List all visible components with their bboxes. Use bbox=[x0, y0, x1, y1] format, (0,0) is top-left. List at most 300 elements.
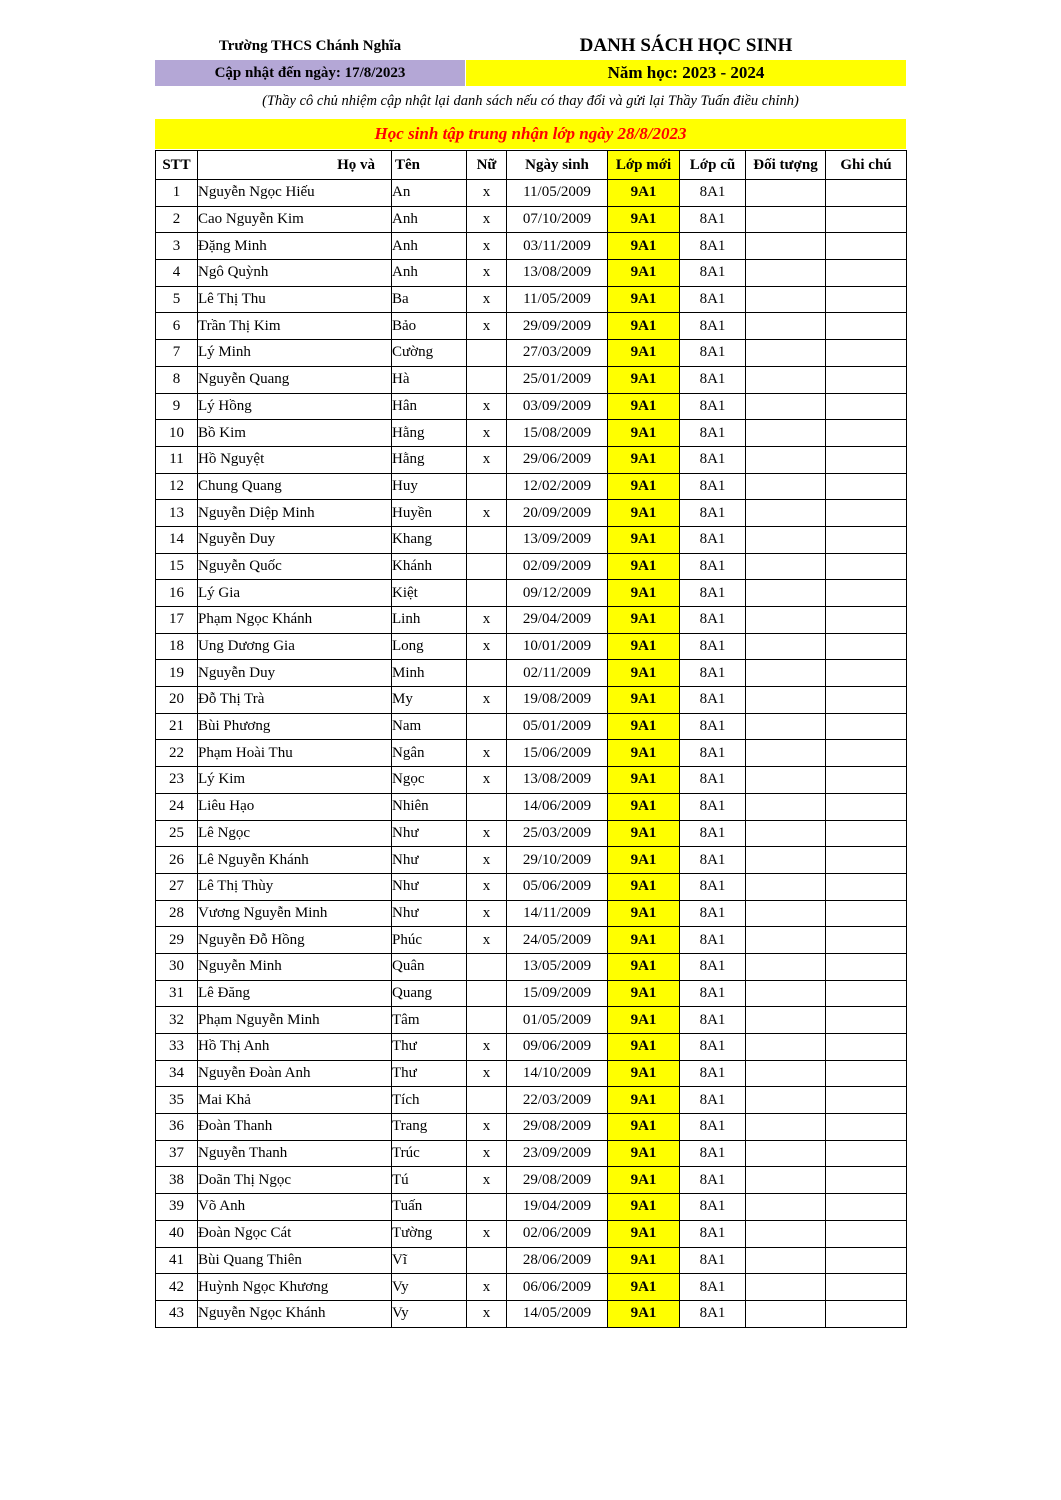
table-row bbox=[156, 1087, 907, 1114]
stt-cell: 6 bbox=[156, 313, 198, 340]
old-class-cell: 8A1 bbox=[680, 526, 746, 553]
old-class-cell: 8A1 bbox=[680, 740, 746, 767]
female-cell: x bbox=[467, 767, 507, 794]
table-row bbox=[156, 1007, 907, 1034]
table-row bbox=[156, 1274, 907, 1301]
first-name-cell: Vĩ bbox=[392, 1247, 467, 1274]
old-class-cell: 8A1 bbox=[680, 233, 746, 260]
first-name-cell: Cường bbox=[392, 340, 467, 367]
stt-cell: 12 bbox=[156, 473, 198, 500]
column-header-first-name: Tên bbox=[392, 151, 467, 180]
table-row bbox=[156, 233, 907, 260]
table-row bbox=[156, 180, 907, 207]
last-name-cell: Huỳnh Ngọc Khương bbox=[198, 1274, 392, 1301]
category-cell bbox=[746, 500, 826, 527]
category-cell bbox=[746, 793, 826, 820]
new-class-cell: 9A1 bbox=[608, 767, 680, 794]
female-cell: x bbox=[467, 1220, 507, 1247]
last-name-cell: Nguyễn Thanh bbox=[198, 1140, 392, 1167]
new-class-cell: 9A1 bbox=[608, 313, 680, 340]
table-row bbox=[156, 206, 907, 233]
female-cell bbox=[467, 713, 507, 740]
old-class-cell: 8A1 bbox=[680, 1007, 746, 1034]
birthdate-cell: 29/10/2009 bbox=[507, 847, 608, 874]
last-name-cell: Lý Hồng bbox=[198, 393, 392, 420]
old-class-cell: 8A1 bbox=[680, 366, 746, 393]
category-cell bbox=[746, 953, 826, 980]
notes-cell bbox=[826, 1194, 907, 1221]
female-cell: x bbox=[467, 420, 507, 447]
old-class-cell: 8A1 bbox=[680, 1194, 746, 1221]
table-row bbox=[156, 313, 907, 340]
female-cell bbox=[467, 793, 507, 820]
table-row bbox=[156, 1247, 907, 1274]
notes-cell bbox=[826, 1247, 907, 1274]
first-name-cell: Tuấn bbox=[392, 1194, 467, 1221]
last-name-cell: Liêu Hạo bbox=[198, 793, 392, 820]
stt-cell: 4 bbox=[156, 260, 198, 287]
last-name-cell: Võ Anh bbox=[198, 1194, 392, 1221]
female-cell: x bbox=[467, 233, 507, 260]
notes-cell bbox=[826, 260, 907, 287]
birthdate-cell: 09/06/2009 bbox=[507, 1034, 608, 1061]
first-name-cell: Tường bbox=[392, 1220, 467, 1247]
last-name-cell: Vương Nguyễn Minh bbox=[198, 900, 392, 927]
old-class-cell: 8A1 bbox=[680, 873, 746, 900]
first-name-cell: Anh bbox=[392, 260, 467, 287]
table-row bbox=[156, 767, 907, 794]
first-name-cell: Như bbox=[392, 873, 467, 900]
female-cell bbox=[467, 580, 507, 607]
birthdate-cell: 25/03/2009 bbox=[507, 820, 608, 847]
stt-cell: 1 bbox=[156, 180, 198, 207]
birthdate-cell: 06/06/2009 bbox=[507, 1274, 608, 1301]
birthdate-cell: 15/06/2009 bbox=[507, 740, 608, 767]
notes-cell bbox=[826, 633, 907, 660]
female-cell: x bbox=[467, 847, 507, 874]
new-class-cell: 9A1 bbox=[608, 873, 680, 900]
old-class-cell: 8A1 bbox=[680, 660, 746, 687]
stt-cell: 20 bbox=[156, 687, 198, 714]
birthdate-cell: 10/01/2009 bbox=[507, 633, 608, 660]
last-name-cell: Chung Quang bbox=[198, 473, 392, 500]
new-class-cell: 9A1 bbox=[608, 900, 680, 927]
notes-cell bbox=[826, 820, 907, 847]
old-class-cell: 8A1 bbox=[680, 980, 746, 1007]
table-row bbox=[156, 1194, 907, 1221]
new-class-cell: 9A1 bbox=[608, 260, 680, 287]
first-name-cell: Quân bbox=[392, 953, 467, 980]
stt-cell: 32 bbox=[156, 1007, 198, 1034]
first-name-cell: Bảo bbox=[392, 313, 467, 340]
category-cell bbox=[746, 206, 826, 233]
birthdate-cell: 19/04/2009 bbox=[507, 1194, 608, 1221]
table-row bbox=[156, 900, 907, 927]
category-cell bbox=[746, 820, 826, 847]
female-cell bbox=[467, 980, 507, 1007]
first-name-cell: Tâm bbox=[392, 1007, 467, 1034]
table-row bbox=[156, 687, 907, 714]
female-cell: x bbox=[467, 393, 507, 420]
school-year: Năm học: 2023 - 2024 bbox=[466, 60, 906, 86]
category-cell bbox=[746, 340, 826, 367]
birthdate-cell: 13/05/2009 bbox=[507, 953, 608, 980]
female-cell: x bbox=[467, 1140, 507, 1167]
birthdate-cell: 14/10/2009 bbox=[507, 1060, 608, 1087]
table-row bbox=[156, 286, 907, 313]
female-cell bbox=[467, 366, 507, 393]
female-cell: x bbox=[467, 820, 507, 847]
female-cell: x bbox=[467, 740, 507, 767]
category-cell bbox=[746, 580, 826, 607]
last-name-cell: Nguyễn Ngọc Khánh bbox=[198, 1300, 392, 1327]
first-name-cell: Vy bbox=[392, 1274, 467, 1301]
notes-cell bbox=[826, 927, 907, 954]
notes-cell bbox=[826, 713, 907, 740]
birthdate-cell: 05/01/2009 bbox=[507, 713, 608, 740]
new-class-cell: 9A1 bbox=[608, 607, 680, 634]
female-cell bbox=[467, 1194, 507, 1221]
last-name-cell: Đoàn Thanh bbox=[198, 1114, 392, 1141]
birthdate-cell: 01/05/2009 bbox=[507, 1007, 608, 1034]
birthdate-cell: 02/06/2009 bbox=[507, 1220, 608, 1247]
old-class-cell: 8A1 bbox=[680, 1274, 746, 1301]
stt-cell: 10 bbox=[156, 420, 198, 447]
female-cell bbox=[467, 953, 507, 980]
last-name-cell: Bùi Quang Thiên bbox=[198, 1247, 392, 1274]
stt-cell: 31 bbox=[156, 980, 198, 1007]
old-class-cell: 8A1 bbox=[680, 446, 746, 473]
birthdate-cell: 14/05/2009 bbox=[507, 1300, 608, 1327]
category-cell bbox=[746, 660, 826, 687]
female-cell bbox=[467, 1087, 507, 1114]
category-cell bbox=[746, 260, 826, 287]
birthdate-cell: 02/11/2009 bbox=[507, 660, 608, 687]
category-cell bbox=[746, 1247, 826, 1274]
category-cell bbox=[746, 473, 826, 500]
first-name-cell: Anh bbox=[392, 206, 467, 233]
new-class-cell: 9A1 bbox=[608, 980, 680, 1007]
new-class-cell: 9A1 bbox=[608, 793, 680, 820]
last-name-cell: Đoàn Ngọc Cát bbox=[198, 1220, 392, 1247]
female-cell: x bbox=[467, 313, 507, 340]
last-name-cell: Nguyễn Duy bbox=[198, 660, 392, 687]
first-name-cell: Kiệt bbox=[392, 580, 467, 607]
notes-cell bbox=[826, 607, 907, 634]
category-cell bbox=[746, 687, 826, 714]
new-class-cell: 9A1 bbox=[608, 847, 680, 874]
first-name-cell: Linh bbox=[392, 607, 467, 634]
first-name-cell: Huyền bbox=[392, 500, 467, 527]
category-cell bbox=[746, 633, 826, 660]
stt-cell: 22 bbox=[156, 740, 198, 767]
new-class-cell: 9A1 bbox=[608, 1087, 680, 1114]
category-cell bbox=[746, 1300, 826, 1327]
birthdate-cell: 09/12/2009 bbox=[507, 580, 608, 607]
first-name-cell: Trúc bbox=[392, 1140, 467, 1167]
new-class-cell: 9A1 bbox=[608, 340, 680, 367]
column-header-old-class: Lớp cũ bbox=[680, 151, 746, 180]
last-name-cell: Trần Thị Kim bbox=[198, 313, 392, 340]
category-cell bbox=[746, 1114, 826, 1141]
birthdate-cell: 15/09/2009 bbox=[507, 980, 608, 1007]
category-cell bbox=[746, 1034, 826, 1061]
notes-cell bbox=[826, 553, 907, 580]
old-class-cell: 8A1 bbox=[680, 180, 746, 207]
birthdate-cell: 15/08/2009 bbox=[507, 420, 608, 447]
old-class-cell: 8A1 bbox=[680, 420, 746, 447]
table-row bbox=[156, 713, 907, 740]
new-class-cell: 9A1 bbox=[608, 1247, 680, 1274]
stt-cell: 29 bbox=[156, 927, 198, 954]
table-header-row bbox=[156, 151, 907, 180]
birthdate-cell: 28/06/2009 bbox=[507, 1247, 608, 1274]
table-row bbox=[156, 580, 907, 607]
notes-cell bbox=[826, 980, 907, 1007]
table-row bbox=[156, 340, 907, 367]
last-name-cell: Nguyễn Quang bbox=[198, 366, 392, 393]
notes-cell bbox=[826, 473, 907, 500]
birthdate-cell: 24/05/2009 bbox=[507, 927, 608, 954]
female-cell: x bbox=[467, 633, 507, 660]
last-name-cell: Lê Ngọc bbox=[198, 820, 392, 847]
notes-cell bbox=[826, 366, 907, 393]
first-name-cell: Như bbox=[392, 900, 467, 927]
table-row bbox=[156, 820, 907, 847]
new-class-cell: 9A1 bbox=[608, 1034, 680, 1061]
table-row bbox=[156, 420, 907, 447]
female-cell: x bbox=[467, 1274, 507, 1301]
stt-cell: 7 bbox=[156, 340, 198, 367]
stt-cell: 11 bbox=[156, 446, 198, 473]
new-class-cell: 9A1 bbox=[608, 633, 680, 660]
first-name-cell: Thư bbox=[392, 1060, 467, 1087]
first-name-cell: Khang bbox=[392, 526, 467, 553]
birthdate-cell: 29/04/2009 bbox=[507, 607, 608, 634]
first-name-cell: Anh bbox=[392, 233, 467, 260]
first-name-cell: Long bbox=[392, 633, 467, 660]
table-row bbox=[156, 1167, 907, 1194]
first-name-cell: Vy bbox=[392, 1300, 467, 1327]
old-class-cell: 8A1 bbox=[680, 1060, 746, 1087]
birthdate-cell: 29/09/2009 bbox=[507, 313, 608, 340]
new-class-cell: 9A1 bbox=[608, 286, 680, 313]
stt-cell: 5 bbox=[156, 286, 198, 313]
old-class-cell: 8A1 bbox=[680, 1247, 746, 1274]
old-class-cell: 8A1 bbox=[680, 1220, 746, 1247]
female-cell: x bbox=[467, 873, 507, 900]
last-name-cell: Phạm Hoài Thu bbox=[198, 740, 392, 767]
table-row bbox=[156, 500, 907, 527]
category-cell bbox=[746, 366, 826, 393]
table-row bbox=[156, 927, 907, 954]
old-class-cell: 8A1 bbox=[680, 820, 746, 847]
stt-cell: 8 bbox=[156, 366, 198, 393]
first-name-cell: Ba bbox=[392, 286, 467, 313]
stt-cell: 17 bbox=[156, 607, 198, 634]
stt-cell: 34 bbox=[156, 1060, 198, 1087]
notes-cell bbox=[826, 526, 907, 553]
birthdate-cell: 20/09/2009 bbox=[507, 500, 608, 527]
female-cell: x bbox=[467, 927, 507, 954]
female-cell bbox=[467, 1247, 507, 1274]
stt-cell: 9 bbox=[156, 393, 198, 420]
notes-cell bbox=[826, 286, 907, 313]
stt-cell: 23 bbox=[156, 767, 198, 794]
old-class-cell: 8A1 bbox=[680, 313, 746, 340]
table-row bbox=[156, 793, 907, 820]
first-name-cell: Thư bbox=[392, 1034, 467, 1061]
female-cell: x bbox=[467, 180, 507, 207]
last-name-cell: Ung Dương Gia bbox=[198, 633, 392, 660]
notes-cell bbox=[826, 393, 907, 420]
birthdate-cell: 05/06/2009 bbox=[507, 873, 608, 900]
last-name-cell: Bồ Kim bbox=[198, 420, 392, 447]
notes-cell bbox=[826, 740, 907, 767]
first-name-cell: Quang bbox=[392, 980, 467, 1007]
category-cell bbox=[746, 767, 826, 794]
category-cell bbox=[746, 980, 826, 1007]
birthdate-cell: 29/08/2009 bbox=[507, 1114, 608, 1141]
stt-cell: 13 bbox=[156, 500, 198, 527]
notes-cell bbox=[826, 580, 907, 607]
female-cell: x bbox=[467, 607, 507, 634]
old-class-cell: 8A1 bbox=[680, 847, 746, 874]
birthdate-cell: 12/02/2009 bbox=[507, 473, 608, 500]
column-header-new-class: Lớp mới bbox=[608, 151, 680, 180]
table-row bbox=[156, 366, 907, 393]
notes-cell bbox=[826, 1087, 907, 1114]
category-cell bbox=[746, 446, 826, 473]
stt-cell: 26 bbox=[156, 847, 198, 874]
notes-cell bbox=[826, 1167, 907, 1194]
notes-cell bbox=[826, 206, 907, 233]
birthdate-cell: 29/08/2009 bbox=[507, 1167, 608, 1194]
female-cell: x bbox=[467, 1167, 507, 1194]
notes-cell bbox=[826, 1300, 907, 1327]
new-class-cell: 9A1 bbox=[608, 1114, 680, 1141]
stt-cell: 30 bbox=[156, 953, 198, 980]
notes-cell bbox=[826, 1034, 907, 1061]
stt-cell: 18 bbox=[156, 633, 198, 660]
notes-cell bbox=[826, 953, 907, 980]
old-class-cell: 8A1 bbox=[680, 580, 746, 607]
old-class-cell: 8A1 bbox=[680, 713, 746, 740]
birthdate-cell: 29/06/2009 bbox=[507, 446, 608, 473]
new-class-cell: 9A1 bbox=[608, 820, 680, 847]
last-name-cell: Mai Khả bbox=[198, 1087, 392, 1114]
first-name-cell: Tích bbox=[392, 1087, 467, 1114]
female-cell: x bbox=[467, 286, 507, 313]
new-class-cell: 9A1 bbox=[608, 553, 680, 580]
category-cell bbox=[746, 1060, 826, 1087]
birthdate-cell: 13/08/2009 bbox=[507, 767, 608, 794]
new-class-cell: 9A1 bbox=[608, 1220, 680, 1247]
notes-cell bbox=[826, 500, 907, 527]
school-name: Trường THCS Chánh Nghĩa bbox=[218, 38, 402, 54]
notes-cell bbox=[826, 1060, 907, 1087]
first-name-cell: Như bbox=[392, 847, 467, 874]
category-cell bbox=[746, 233, 826, 260]
category-cell bbox=[746, 1140, 826, 1167]
last-name-cell: Lê Thị Thùy bbox=[198, 873, 392, 900]
category-cell bbox=[746, 393, 826, 420]
old-class-cell: 8A1 bbox=[680, 340, 746, 367]
updated-date: Cập nhật đến ngày: 17/8/2023 bbox=[155, 60, 465, 86]
stt-cell: 36 bbox=[156, 1114, 198, 1141]
stt-cell: 15 bbox=[156, 553, 198, 580]
stt-cell: 33 bbox=[156, 1034, 198, 1061]
last-name-cell: Phạm Ngọc Khánh bbox=[198, 607, 392, 634]
table-row bbox=[156, 1220, 907, 1247]
category-cell bbox=[746, 313, 826, 340]
first-name-cell: Huy bbox=[392, 473, 467, 500]
last-name-cell: Đặng Minh bbox=[198, 233, 392, 260]
last-name-cell: Bùi Phương bbox=[198, 713, 392, 740]
birthdate-cell: 07/10/2009 bbox=[507, 206, 608, 233]
first-name-cell: Ngân bbox=[392, 740, 467, 767]
old-class-cell: 8A1 bbox=[680, 900, 746, 927]
first-name-cell: Minh bbox=[392, 660, 467, 687]
table-row bbox=[156, 1114, 907, 1141]
female-cell: x bbox=[467, 900, 507, 927]
birthdate-cell: 11/05/2009 bbox=[507, 286, 608, 313]
old-class-cell: 8A1 bbox=[680, 607, 746, 634]
table-row bbox=[156, 446, 907, 473]
first-name-cell: Như bbox=[392, 820, 467, 847]
female-cell bbox=[467, 1007, 507, 1034]
female-cell bbox=[467, 340, 507, 367]
first-name-cell: Tú bbox=[392, 1167, 467, 1194]
new-class-cell: 9A1 bbox=[608, 180, 680, 207]
last-name-cell: Nguyễn Quốc bbox=[198, 553, 392, 580]
last-name-cell: Nguyễn Minh bbox=[198, 953, 392, 980]
new-class-cell: 9A1 bbox=[608, 740, 680, 767]
stt-cell: 43 bbox=[156, 1300, 198, 1327]
category-cell bbox=[746, 740, 826, 767]
notes-cell bbox=[826, 847, 907, 874]
table-row bbox=[156, 1140, 907, 1167]
old-class-cell: 8A1 bbox=[680, 1087, 746, 1114]
birthdate-cell: 11/05/2009 bbox=[507, 180, 608, 207]
first-name-cell: Khánh bbox=[392, 553, 467, 580]
new-class-cell: 9A1 bbox=[608, 713, 680, 740]
table-row bbox=[156, 1060, 907, 1087]
stt-cell: 3 bbox=[156, 233, 198, 260]
birthdate-cell: 19/08/2009 bbox=[507, 687, 608, 714]
table-row bbox=[156, 260, 907, 287]
table-row bbox=[156, 980, 907, 1007]
stt-cell: 41 bbox=[156, 1247, 198, 1274]
new-class-cell: 9A1 bbox=[608, 1060, 680, 1087]
last-name-cell: Ngô Quỳnh bbox=[198, 260, 392, 287]
last-name-cell: Hồ Thị Anh bbox=[198, 1034, 392, 1061]
birthdate-cell: 13/08/2009 bbox=[507, 260, 608, 287]
new-class-cell: 9A1 bbox=[608, 206, 680, 233]
first-name-cell: Hằng bbox=[392, 446, 467, 473]
notes-cell bbox=[826, 1140, 907, 1167]
instruction-note: (Thầy cô chủ nhiệm cập nhật lại danh sách nếu có thay đổi và gửi lại Thầy Tuấn điều chỉnh) bbox=[262, 93, 799, 109]
new-class-cell: 9A1 bbox=[608, 446, 680, 473]
old-class-cell: 8A1 bbox=[680, 687, 746, 714]
table-row bbox=[156, 633, 907, 660]
first-name-cell: Hằng bbox=[392, 420, 467, 447]
old-class-cell: 8A1 bbox=[680, 927, 746, 954]
last-name-cell: Cao Nguyễn Kim bbox=[198, 206, 392, 233]
last-name-cell: Lý Gia bbox=[198, 580, 392, 607]
notes-cell bbox=[826, 1274, 907, 1301]
stt-cell: 16 bbox=[156, 580, 198, 607]
